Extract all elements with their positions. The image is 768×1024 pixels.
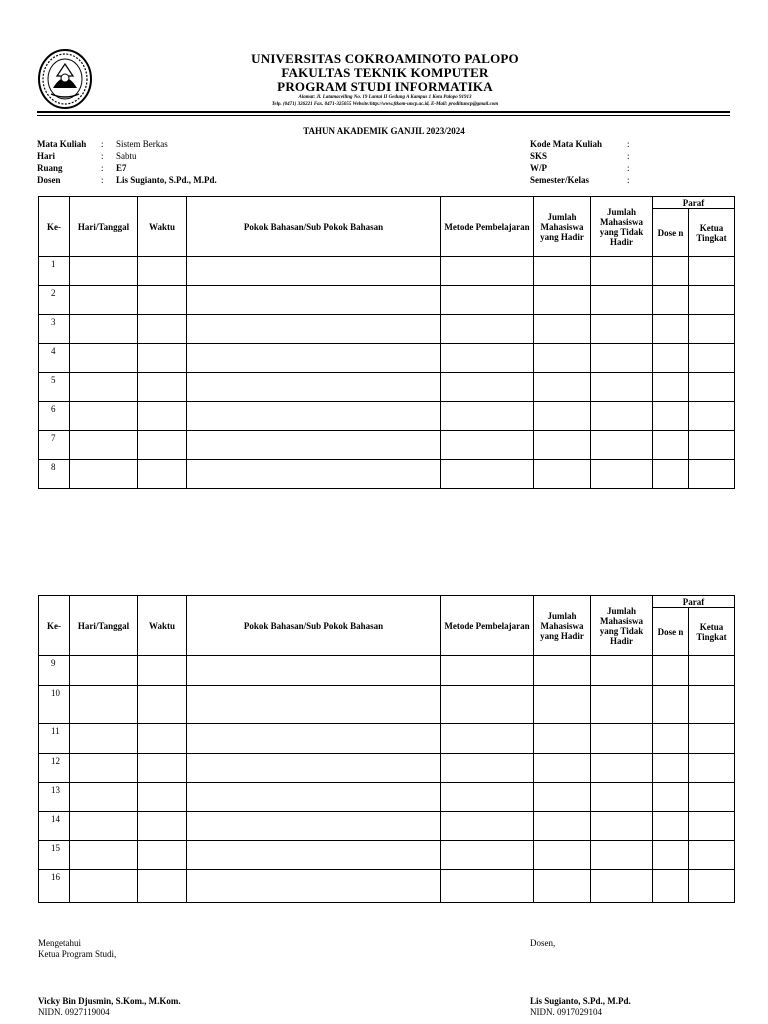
signature-label: Dosen,: [530, 938, 556, 948]
signature-nidn: NIDN. 0917029104: [530, 1007, 602, 1017]
cell-paraf-dosen: [653, 344, 689, 373]
address-line: Alamat: Jl. Latamacelling No. 19 Lantai II Gedung A Kampus 1 Kota Palopo 91913: [298, 95, 472, 100]
cell-hari-tanggal: [70, 812, 138, 841]
info-row-dosen: [37, 174, 217, 186]
row-number: 6: [39, 402, 70, 431]
cell-jumlah-hadir: [534, 656, 591, 686]
cell-hari-tanggal: [70, 460, 138, 489]
info-label: Kode Mata Kuliah: [530, 139, 603, 149]
cell-paraf-dosen: [653, 315, 689, 344]
cell-jumlah-hadir: [534, 686, 591, 724]
cell-jumlah-tidak-hadir: [591, 402, 653, 431]
cell-paraf-ketua: [689, 754, 735, 783]
cell-pokok-bahasan: [187, 783, 441, 812]
col-header-jumlah-tidak-hadir: Jumlah Mahasiswa yang Tidak Hadir: [591, 596, 653, 656]
cell-hari-tanggal: [70, 870, 138, 903]
cell-jumlah-tidak-hadir: [591, 460, 653, 489]
info-row-kode: [530, 138, 637, 150]
info-row-mata-kuliah: [37, 138, 217, 150]
signature-name: Lis Sugianto, S.Pd., M.Pd.: [530, 996, 631, 1006]
cell-hari-tanggal: [70, 754, 138, 783]
cell-metode: [441, 431, 534, 460]
cell-jumlah-tidak-hadir: [591, 724, 653, 754]
cell-paraf-ketua: [689, 257, 735, 286]
cell-paraf-ketua: [689, 656, 735, 686]
cell-paraf-dosen: [653, 402, 689, 431]
cell-jumlah-tidak-hadir: [591, 870, 653, 903]
cell-jumlah-tidak-hadir: [591, 373, 653, 402]
info-row-wp: [530, 162, 637, 174]
cell-jumlah-hadir: [534, 783, 591, 812]
cell-waktu: [138, 812, 187, 841]
cell-metode: [441, 402, 534, 431]
cell-paraf-ketua: [689, 783, 735, 812]
cell-jumlah-hadir: [534, 402, 591, 431]
cell-pokok-bahasan: [187, 754, 441, 783]
cell-paraf-ketua: [689, 344, 735, 373]
cell-waktu: [138, 724, 187, 754]
row-number: 1: [39, 257, 70, 286]
table-row: [39, 257, 735, 286]
table-row: [39, 286, 735, 315]
info-row-hari: [37, 150, 217, 162]
cell-paraf-dosen: [653, 870, 689, 903]
cell-jumlah-hadir: [534, 460, 591, 489]
cell-jumlah-tidak-hadir: [591, 841, 653, 870]
cell-jumlah-tidak-hadir: [591, 783, 653, 812]
cell-paraf-ketua: [689, 315, 735, 344]
cell-paraf-dosen: [653, 460, 689, 489]
cell-paraf-dosen: [653, 841, 689, 870]
signature-role: Ketua Program Studi,: [38, 949, 117, 959]
cell-waktu: [138, 431, 187, 460]
signature-name: Vicky Bin Djusmin, S.Kom., M.Kom.: [38, 996, 181, 1006]
cell-hari-tanggal: [70, 431, 138, 460]
cell-pokok-bahasan: [187, 257, 441, 286]
table-row: [39, 812, 735, 841]
row-number: 16: [39, 870, 70, 903]
info-colon: :: [101, 175, 104, 185]
table-row: [39, 402, 735, 431]
cell-waktu: [138, 754, 187, 783]
cell-jumlah-hadir: [534, 344, 591, 373]
col-header-ketua-tingkat: Ketua Tingkat: [689, 209, 735, 257]
signature-left-name-block: [38, 996, 181, 1018]
cell-waktu: [138, 257, 187, 286]
info-colon: :: [627, 151, 630, 161]
row-number: 5: [39, 373, 70, 402]
col-header-metode: Metode Pembelajaran: [441, 596, 534, 656]
info-row-sks: [530, 150, 637, 162]
cell-paraf-dosen: [653, 656, 689, 686]
col-header-dosen: Dose n: [653, 209, 689, 257]
signature-right-name-block: [530, 996, 631, 1018]
info-label: Hari: [37, 151, 55, 161]
cell-paraf-ketua: [689, 870, 735, 903]
cell-jumlah-tidak-hadir: [591, 812, 653, 841]
col-header-paraf: Paraf: [653, 197, 735, 209]
cell-pokok-bahasan: [187, 344, 441, 373]
row-number: 14: [39, 812, 70, 841]
cell-jumlah-hadir: [534, 257, 591, 286]
cell-metode: [441, 656, 534, 686]
cell-pokok-bahasan: [187, 402, 441, 431]
cell-metode: [441, 870, 534, 903]
info-label: Semester/Kelas: [530, 175, 589, 185]
signature-nidn: NIDN. 0927119004: [38, 1007, 110, 1017]
cell-hari-tanggal: [70, 402, 138, 431]
university-logo: [37, 48, 93, 110]
row-number: 8: [39, 460, 70, 489]
col-header-dosen: Dose n: [653, 608, 689, 656]
cell-pokok-bahasan: [187, 286, 441, 315]
cell-metode: [441, 841, 534, 870]
cell-jumlah-hadir: [534, 812, 591, 841]
info-label: SKS: [530, 151, 548, 161]
row-number: 12: [39, 754, 70, 783]
cell-metode: [441, 286, 534, 315]
info-value: E7: [116, 163, 127, 173]
table-row: [39, 783, 735, 812]
cell-jumlah-tidak-hadir: [591, 754, 653, 783]
cell-pokok-bahasan: [187, 870, 441, 903]
cell-jumlah-tidak-hadir: [591, 656, 653, 686]
cell-jumlah-tidak-hadir: [591, 315, 653, 344]
cell-jumlah-tidak-hadir: [591, 431, 653, 460]
cell-hari-tanggal: [70, 286, 138, 315]
signature-right: [530, 938, 555, 949]
cell-pokok-bahasan: [187, 686, 441, 724]
col-header-hari-tanggal: Hari/Tanggal: [70, 197, 138, 257]
cell-metode: [441, 754, 534, 783]
col-header-paraf: Paraf: [653, 596, 735, 608]
table-row: [39, 373, 735, 402]
cell-pokok-bahasan: [187, 841, 441, 870]
cell-jumlah-tidak-hadir: [591, 286, 653, 315]
cell-jumlah-tidak-hadir: [591, 257, 653, 286]
cell-hari-tanggal: [70, 686, 138, 724]
attendance-table-1: [38, 196, 735, 489]
cell-jumlah-hadir: [534, 724, 591, 754]
cell-paraf-ketua: [689, 812, 735, 841]
info-colon: :: [627, 163, 630, 173]
cell-hari-tanggal: [70, 315, 138, 344]
header-divider-thick: [37, 111, 730, 113]
cell-paraf-dosen: [653, 783, 689, 812]
cell-pokok-bahasan: [187, 460, 441, 489]
info-label: Dosen: [37, 175, 61, 185]
cell-paraf-dosen: [653, 754, 689, 783]
cell-jumlah-hadir: [534, 754, 591, 783]
table-row: [39, 656, 735, 686]
cell-metode: [441, 344, 534, 373]
row-number: 2: [39, 286, 70, 315]
info-value: Lis Sugianto, S.Pd., M.Pd.: [116, 175, 217, 185]
cell-hari-tanggal: [70, 257, 138, 286]
table-row: [39, 870, 735, 903]
cell-paraf-ketua: [689, 686, 735, 724]
table-row: [39, 754, 735, 783]
row-number: 3: [39, 315, 70, 344]
row-number: 9: [39, 656, 70, 686]
cell-hari-tanggal: [70, 783, 138, 812]
info-colon: :: [627, 139, 630, 149]
cell-hari-tanggal: [70, 656, 138, 686]
cell-hari-tanggal: [70, 841, 138, 870]
cell-hari-tanggal: [70, 344, 138, 373]
academic-year-title: TAHUN AKADEMIK GANJIL 2023/2024: [303, 126, 465, 136]
cell-jumlah-hadir: [534, 431, 591, 460]
cell-waktu: [138, 373, 187, 402]
cell-jumlah-hadir: [534, 841, 591, 870]
letterhead: [200, 52, 570, 108]
cell-waktu: [138, 344, 187, 373]
cell-paraf-dosen: [653, 431, 689, 460]
cell-jumlah-hadir: [534, 870, 591, 903]
cell-jumlah-tidak-hadir: [591, 344, 653, 373]
cell-metode: [441, 315, 534, 344]
table-row: [39, 686, 735, 724]
cell-paraf-dosen: [653, 286, 689, 315]
col-header-waktu: Waktu: [138, 197, 187, 257]
info-colon: :: [101, 139, 104, 149]
cell-waktu: [138, 286, 187, 315]
program-name: PROGRAM STUDI INFORMATIKA: [277, 79, 493, 94]
cell-waktu: [138, 783, 187, 812]
cell-paraf-ketua: [689, 460, 735, 489]
course-info-right: [530, 138, 637, 186]
cell-waktu: [138, 841, 187, 870]
cell-paraf-dosen: [653, 373, 689, 402]
cell-waktu: [138, 686, 187, 724]
cell-paraf-dosen: [653, 686, 689, 724]
info-value: Sistem Berkas: [116, 139, 168, 149]
cell-paraf-ketua: [689, 402, 735, 431]
table-2-body: [39, 656, 735, 903]
signature-label: Mengetahui: [38, 938, 81, 948]
table-row: [39, 841, 735, 870]
cell-pokok-bahasan: [187, 431, 441, 460]
table-row: [39, 724, 735, 754]
table-row: [39, 431, 735, 460]
col-header-ketua-tingkat: Ketua Tingkat: [689, 608, 735, 656]
cell-metode: [441, 724, 534, 754]
cell-pokok-bahasan: [187, 724, 441, 754]
cell-hari-tanggal: [70, 724, 138, 754]
cell-jumlah-hadir: [534, 373, 591, 402]
cell-pokok-bahasan: [187, 315, 441, 344]
row-number: 7: [39, 431, 70, 460]
col-header-pokok-bahasan: Pokok Bahasan/Sub Pokok Bahasan: [187, 596, 441, 656]
cell-pokok-bahasan: [187, 373, 441, 402]
info-colon: :: [101, 163, 104, 173]
info-label: W/P: [530, 163, 547, 173]
col-header-waktu: Waktu: [138, 596, 187, 656]
header-divider-thin: [37, 115, 730, 116]
row-number: 11: [39, 724, 70, 754]
info-colon: :: [627, 175, 630, 185]
cell-paraf-dosen: [653, 257, 689, 286]
col-header-pokok-bahasan: Pokok Bahasan/Sub Pokok Bahasan: [187, 197, 441, 257]
cell-hari-tanggal: [70, 373, 138, 402]
cell-metode: [441, 686, 534, 724]
info-row-ruang: [37, 162, 217, 174]
table-row: [39, 460, 735, 489]
cell-paraf-ketua: [689, 841, 735, 870]
cell-metode: [441, 373, 534, 402]
col-header-ke: Ke-: [39, 197, 70, 257]
info-row-semester: [530, 174, 637, 186]
faculty-name: FAKULTAS TEKNIK KOMPUTER: [281, 65, 489, 80]
cell-paraf-ketua: [689, 286, 735, 315]
cell-paraf-ketua: [689, 724, 735, 754]
cell-paraf-dosen: [653, 812, 689, 841]
col-header-metode: Metode Pembelajaran: [441, 197, 534, 257]
cell-waktu: [138, 315, 187, 344]
cell-paraf-ketua: [689, 431, 735, 460]
cell-jumlah-tidak-hadir: [591, 686, 653, 724]
info-label: Ruang: [37, 163, 63, 173]
table-1-body: [39, 257, 735, 489]
row-number: 13: [39, 783, 70, 812]
cell-pokok-bahasan: [187, 656, 441, 686]
row-number: 10: [39, 686, 70, 724]
university-name: UNIVERSITAS COKROAMINOTO PALOPO: [251, 51, 519, 66]
signature-left: [38, 938, 116, 960]
cell-waktu: [138, 402, 187, 431]
cell-pokok-bahasan: [187, 812, 441, 841]
info-label: Mata Kuliah: [37, 139, 87, 149]
contact-line: Telp. (0471) 326221 Fax. 0471-325055 Website:http://www.ftkom-uncp.ac.id, E-Mail: prodiituncp@gmail.com: [271, 102, 499, 107]
col-header-ke: Ke-: [39, 596, 70, 656]
cell-paraf-dosen: [653, 724, 689, 754]
attendance-table-2: [38, 595, 735, 903]
col-header-jumlah-tidak-hadir: Jumlah Mahasiswa yang Tidak Hadir: [591, 197, 653, 257]
cell-waktu: [138, 870, 187, 903]
cell-paraf-ketua: [689, 373, 735, 402]
row-number: 4: [39, 344, 70, 373]
col-header-hari-tanggal: Hari/Tanggal: [70, 596, 138, 656]
cell-jumlah-hadir: [534, 286, 591, 315]
info-value: Sabtu: [116, 151, 137, 161]
cell-waktu: [138, 460, 187, 489]
cell-metode: [441, 783, 534, 812]
col-header-jumlah-hadir: Jumlah Mahasiswa yang Hadir: [534, 197, 591, 257]
cell-metode: [441, 257, 534, 286]
cell-jumlah-hadir: [534, 315, 591, 344]
table-row: [39, 315, 735, 344]
cell-metode: [441, 812, 534, 841]
cell-metode: [441, 460, 534, 489]
info-colon: :: [101, 151, 104, 161]
col-header-jumlah-hadir: Jumlah Mahasiswa yang Hadir: [534, 596, 591, 656]
course-info-left: [37, 138, 217, 186]
row-number: 15: [39, 841, 70, 870]
cell-waktu: [138, 656, 187, 686]
table-row: [39, 344, 735, 373]
